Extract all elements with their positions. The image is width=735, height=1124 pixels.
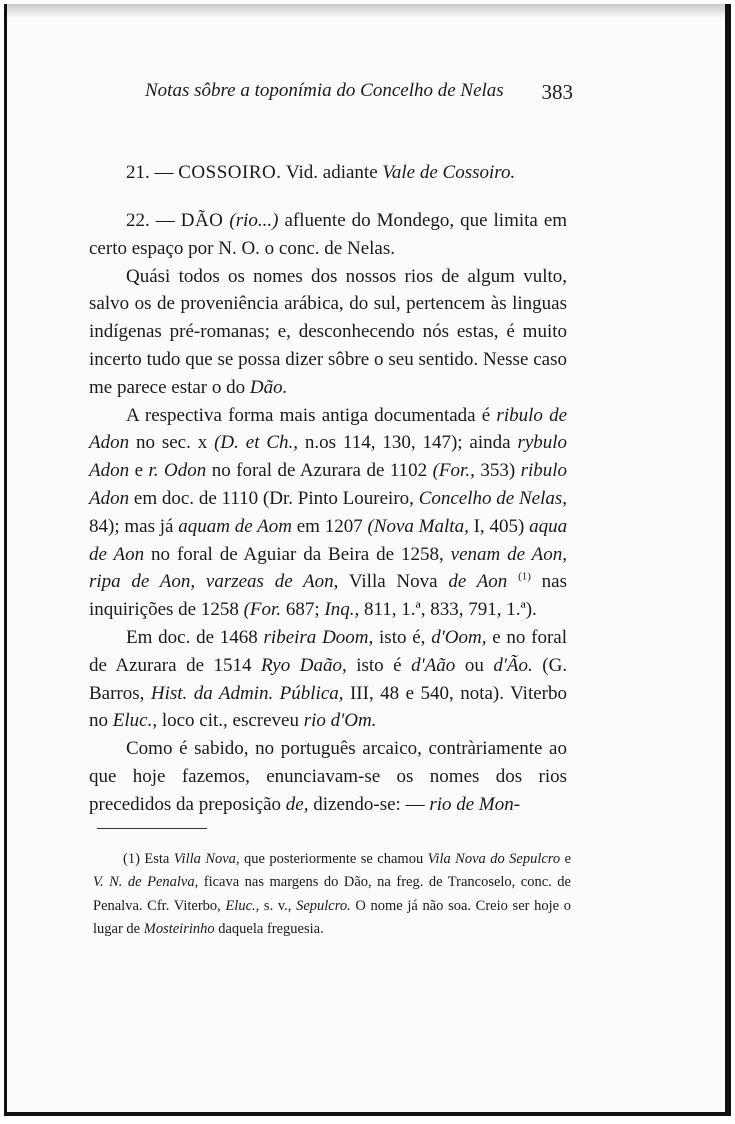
entry-21: 21. — COSSOIRO. Vid. adiante Vale de Cossoiro. xyxy=(126,162,516,183)
footnote-number: (1) xyxy=(123,851,140,867)
page-header xyxy=(145,80,573,110)
paragraph-3: A respectiva forma mais antiga documentada é ribulo de Adon no sec. x (D. et Ch., n.os 114, 130, 147); ainda rybulo Adon e r. Odon no foral de Azurara de 1102 (For., 353) ribulo Adon em doc. de 1110 (Dr. Pinto Loureiro, Concelho de Nelas, 84); mas já aquam de Aom em 1207 (Nova Malta, I, 405) aqua de Aon no foral de Aguiar da Beira de 1258, venam de Aon, ripa de Aon, varzeas de Aon, Villa Nova de Aon $^{(1)}$ nas inquirições de 1258 (For. 687; Inq., 811, 1.ª, 833, 791, 1.ª). xyxy=(89,404,568,621)
book-page xyxy=(4,4,731,1116)
scan-edge-shadow xyxy=(7,4,725,18)
entry-number: 22. — xyxy=(126,210,175,231)
running-title: Notas sôbre a toponímia do Concelho de Nelas xyxy=(145,80,504,101)
paragraph-1: 22. — DÃO (rio...) afluente do Mondego, que limita em certo espaço por N. O. o conc. de Nelas. xyxy=(89,210,568,259)
footnote-divider xyxy=(97,828,207,829)
paragraph-4: Em doc. de 1468 ribeira Doom, isto é, d'Oom, e no foral de Azurara de 1514 Ryo Daão, isto é d'Aão ou d'Ão. (G. Barros, Hist. da Admin. Pública, III, 48 e 540, nota). Viterbo no Eluc., loco cit., escreveu rio d'Om. xyxy=(89,626,568,732)
cross-reference: Vale de Cossoiro. xyxy=(382,162,516,183)
entry-headword: DÃO xyxy=(180,210,224,231)
page-number: 383 xyxy=(541,80,573,104)
entry-headword: COSSOIRO. xyxy=(178,162,282,183)
paragraph-5: Como é sabido, no português arcaico, contràriamente ao que hoje fazemos, enunciavam-se os nomes dos rios precedidos da preposição de, dizendo-se: — rio de Mon- xyxy=(89,738,567,815)
paragraph-2: Quási todos os nomes dos nossos rios de algum vulto, salvo os de proveniência arábica, do sul, pertencem às linguas indígenas pré-romanas; e, desconhecendo nós estas, é muito incerto tudo que se possa dizer sôbre o seu sentido. Nesse caso me parece estar o do Dão. xyxy=(89,265,567,398)
footnote-marker[interactable]: (1) xyxy=(518,571,531,584)
footnote: (1) Esta Villa Nova, que posteriormente se chamou Vila Nova do Sepulcro e V. N. de Penalva, ficava nas margens do Dão, na freg. de Trancoselo, conc. de Penalva. Cfr. Viterbo, Eluc., s. v., Sepulcro. O nome já não soa. Creio ser hoje o lugar de Mosteirinho daquela freguesia. xyxy=(93,851,572,937)
entry-number: 21. — xyxy=(126,162,174,183)
entry-22 xyxy=(89,207,567,819)
